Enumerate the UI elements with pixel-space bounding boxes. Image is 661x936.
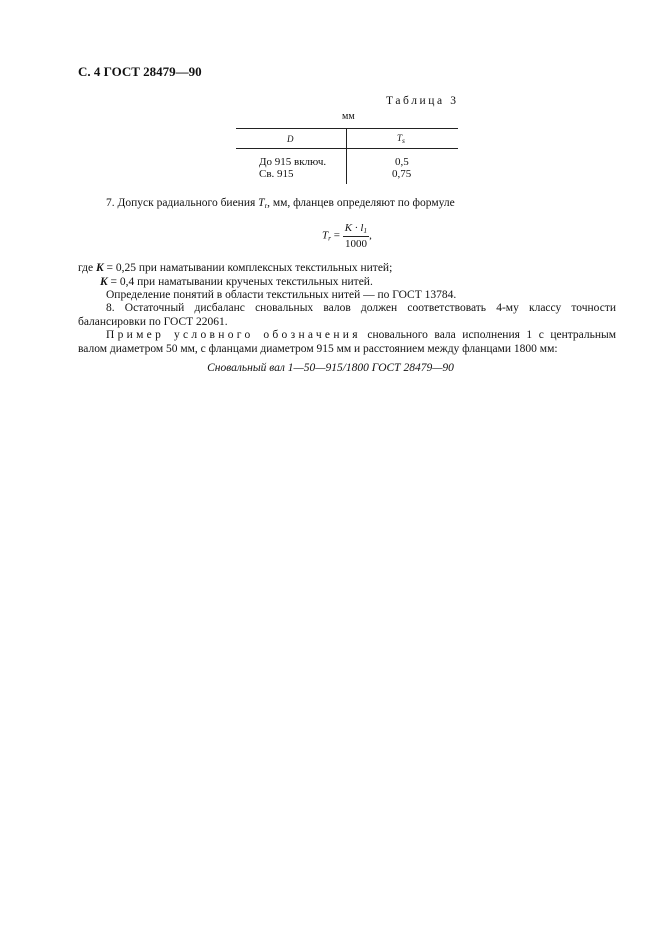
formula: $T_r$ = $\frac{K \cdot l_1}{1000}$ , [322, 222, 372, 250]
table-unit: мм [342, 111, 355, 122]
page-header: С. 4 ГОСТ 28479—90 [78, 64, 202, 79]
example-text: Пример условного обозначения сновального вала исполнения 1 с центральным валом диаметром 50 мм, с фланцами диаметром 915 мм и расстоянием между фланцами 1800 мм: [78, 329, 616, 355]
example-designation: Сновальный вал 1—50—915/1800 ГОСТ 28479—90 [207, 362, 454, 374]
item-8-text: 8. Остаточный дисбаланс сновальных валов должен соответствовать 4-му классу точности балансировки по ГОСТ 22061. [78, 302, 616, 328]
table-header-rule [236, 148, 458, 149]
table-row-1-t: 0,5 [395, 156, 409, 168]
definition-text: Определение понятий в области текстильных нитей — по ГОСТ 13784. [106, 289, 457, 301]
table-row-1-d: До 915 включ. [259, 156, 327, 168]
where-line-1: где K = 0,25 при наматывании комплексных текстильных нитей; [78, 262, 393, 274]
item-7-text: 7. Допуск радиального биения $T_r$, мм, фланцев определяют по формуле [106, 197, 455, 210]
where-line-2: K = 0,4 при наматывании крученых текстильных нитей. [100, 276, 373, 288]
table-header-d: D [287, 134, 294, 144]
table-row-2-d: Св. 915 [259, 168, 294, 180]
table-row-2-t: 0,75 [392, 168, 412, 180]
table-top-rule [236, 128, 458, 129]
formula-fraction: $\frac{K \cdot l_1}{1000}$ [344, 222, 368, 250]
table-header-ts: $T_s$ [397, 133, 405, 145]
table-column-divider [346, 128, 347, 184]
table-title: Таблица 3 [386, 95, 459, 107]
